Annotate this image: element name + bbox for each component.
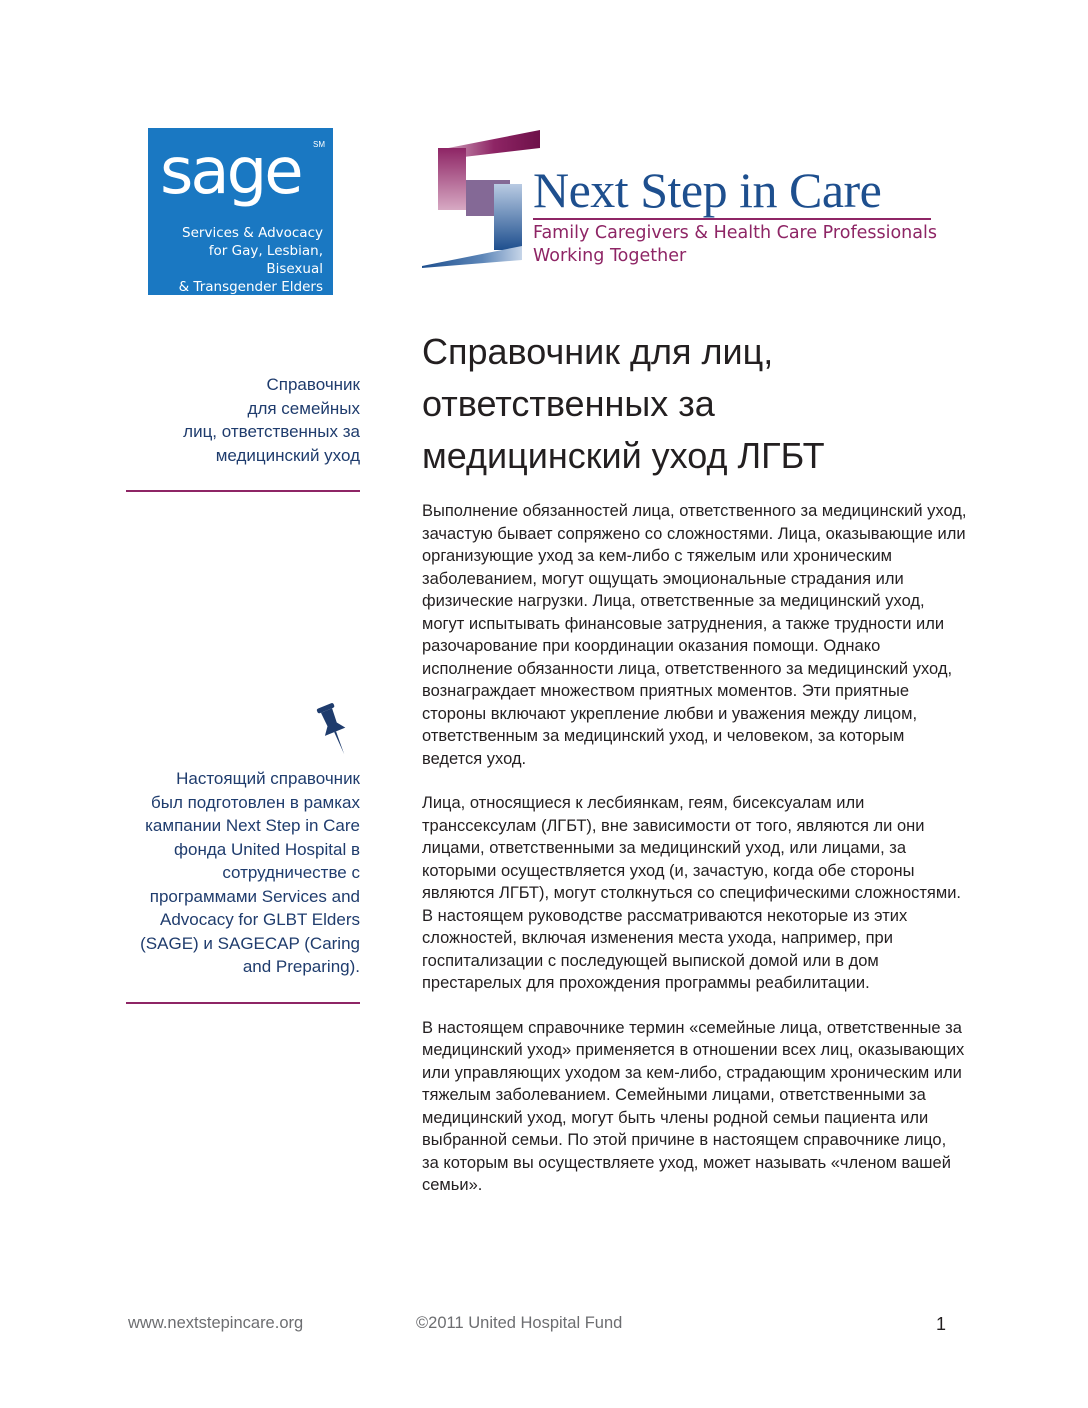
sidebar-note-line: Advocacy for GLBT Elders — [160, 910, 360, 929]
pushpin-icon — [312, 700, 356, 758]
sidebar-subtitle-line: Справочник — [266, 375, 360, 394]
body-text — [422, 500, 967, 1219]
page-title-line: ответственных за — [422, 383, 715, 424]
sidebar-subtitle-line: медицинский уход — [215, 445, 360, 465]
sidebar-note — [126, 767, 360, 979]
body-paragraph: В настоящем справочнике термин «семейные лица, ответственные за медицинский уход» применяется в отношении всех лиц, оказывающих или управляющих уходом за кем-либо, страдающим хроническим или тяжелым заболеванием. Семейными лицами, ответственными за медицинский уход, могут быть члены родной семьи пациента или выбранной семьи. По этой причине в настоящем справочнике лицо, за которым вы осуществляете уход, может называть «членом вашей семьи». — [422, 1018, 965, 1194]
sage-tagline-line: & Transgender Elders — [178, 279, 323, 295]
sidebar-note-line: сотрудничестве с — [222, 863, 360, 882]
sidebar-note-line: программами Services and — [149, 886, 360, 906]
nsic-subtitle-line: Family Caregivers & Health Care Professionals — [533, 223, 937, 243]
sidebar-note-line: Настоящий справочник — [176, 769, 360, 788]
sidebar-divider — [126, 490, 360, 492]
sage-logo — [148, 128, 333, 295]
sage-logo-word: sage — [160, 135, 301, 209]
body-paragraph: Выполнение обязанностей лица, ответственного за медицинский уход, зачастую бывает сопряжено со сложностями. Лица, оказывающие или организующие уход за кем-либо с тяжелым или хроническим заболеванием, могут ощущать эмоциональные страдания или физические нагрузки. Лица, ответственные за медицинский уход, могут испытывать финансовые затруднения, а также трудности или разочарование при координации оказания помощи. Однако исполнение обязанности лица, ответственного за медицинский уход, вознаграждает множеством приятных моментов. Эти приятные стороны включают укрепление любви и уважения между лицом, ответственным за медицинский уход, и человеком, за которым ведется уход. — [422, 502, 967, 768]
sidebar-note-line: был подготовлен в рамках — [150, 792, 360, 812]
page-title-line: Справочник для лиц, — [422, 331, 774, 372]
nsic-subtitle-line: Working Together — [533, 246, 687, 266]
nsic-logo-rule — [533, 218, 931, 220]
sidebar-note-line: фонда United Hospital в — [174, 839, 360, 859]
footer-copyright: ©2011 United Hospital Fund — [416, 1314, 623, 1332]
sidebar-note-line: and Preparing). — [242, 957, 360, 976]
sage-tagline-line: for Gay, Lesbian, Bisexual — [208, 243, 323, 277]
nsic-logo-title: Next Step in Care — [533, 162, 882, 218]
page-title-line: медицинский уход ЛГБТ — [422, 435, 825, 476]
sage-logo-mark: SM — [313, 140, 325, 149]
sidebar-subtitle-line: для семейных — [247, 398, 360, 418]
sidebar-subtitle-line: лиц, ответственных за — [183, 422, 360, 441]
sidebar-divider — [126, 1002, 360, 1004]
body-paragraph: Лица, относящиеся к лесбиянкам, геям, бисексуалам или транссексулам (ЛГБТ), вне зависимости от того, являются ли они лицами, ответственными за медицинский уход, или лицами, за которыми осуществляется уход (и, зачастую, когда обе стороны являются ЛГБТ), могут столкнуться со специфическими сложностями. В настоящем руководстве рассматриваются некоторые из этих сложностей, включая изменения места ухода, например, при госпитализации с последующей выпиской домой или в дом престарелых для прохождения программы реабилитации. — [422, 794, 962, 992]
nsic-logo-subtitle — [533, 222, 953, 268]
sidebar-note-line: (SAGE) и SAGECAP (Caring — [140, 933, 360, 953]
page-title — [422, 326, 982, 482]
sidebar-note-line: кампании Next Step in Care — [145, 816, 360, 835]
sage-logo-tagline — [160, 224, 323, 296]
sidebar-subtitle — [126, 373, 360, 467]
footer-url-link[interactable]: www.nextstepincare.org — [128, 1314, 304, 1332]
sage-tagline-line: Services & Advocacy — [182, 225, 323, 241]
page-number: 1 — [936, 1314, 947, 1334]
nsic-logo-mark — [422, 130, 540, 268]
